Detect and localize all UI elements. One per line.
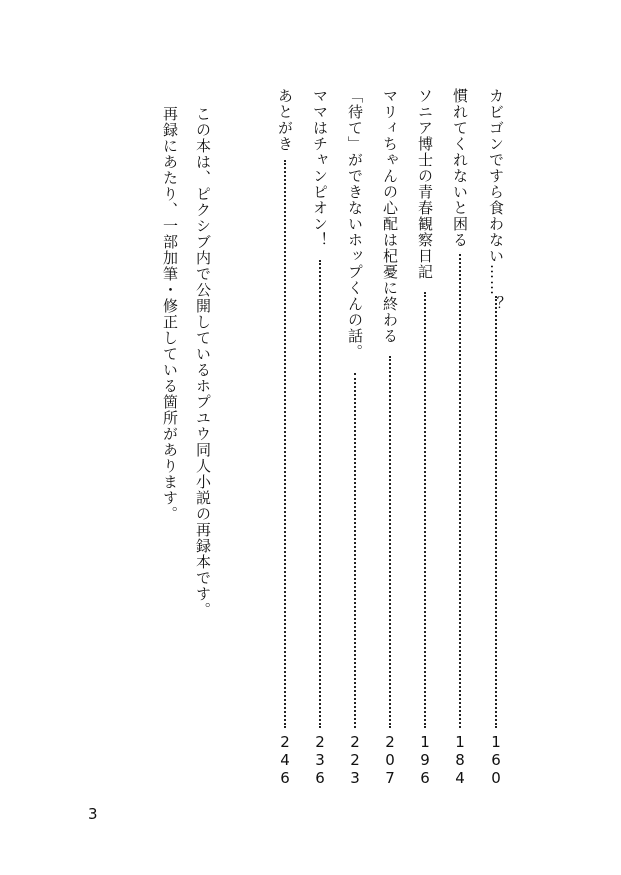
page-number: 3 [88, 805, 98, 823]
toc-leader [319, 260, 323, 728]
toc-entry [310, 88, 330, 788]
toc-page-number: 160 [487, 733, 505, 787]
toc-entry [415, 88, 435, 788]
toc-leader [495, 296, 499, 728]
toc-entry [275, 88, 295, 788]
toc-leader [459, 254, 463, 728]
toc-page-number: 236 [311, 733, 329, 787]
toc-entry [345, 88, 365, 788]
toc-title: 「待て」ができないホップくんの話。 [346, 88, 364, 360]
toc-page-number: 196 [416, 733, 434, 787]
toc-entry [450, 88, 470, 788]
toc-leader [354, 373, 358, 728]
toc-entry [380, 88, 400, 788]
toc-page-number: 207 [381, 733, 399, 787]
toc-page-number: 246 [276, 733, 294, 787]
toc-title: カビゴンですら食わない……？ [487, 88, 505, 312]
note-line: 再録にあたり、一部加筆・修正している箇所があります。 [161, 106, 179, 522]
toc-title: ママはチャンピオン！ [311, 88, 329, 248]
toc-title: ソニア博士の青春観察日記 [416, 88, 434, 280]
toc-leader [424, 292, 428, 728]
toc-title: あとがき [276, 88, 294, 152]
toc-page-number: 184 [451, 733, 469, 787]
toc-leader [284, 160, 288, 728]
toc-title: マリィちゃんの心配は杞憂に終わる [381, 88, 399, 344]
toc-entry [486, 88, 506, 788]
toc-leader [389, 356, 393, 728]
note-line: この本は、ピクシブ内で公開しているホプユウ同人小説の再録本です。 [194, 106, 212, 618]
toc-page-number: 223 [346, 733, 364, 787]
toc-title: 慣れてくれないと困る [451, 88, 469, 248]
